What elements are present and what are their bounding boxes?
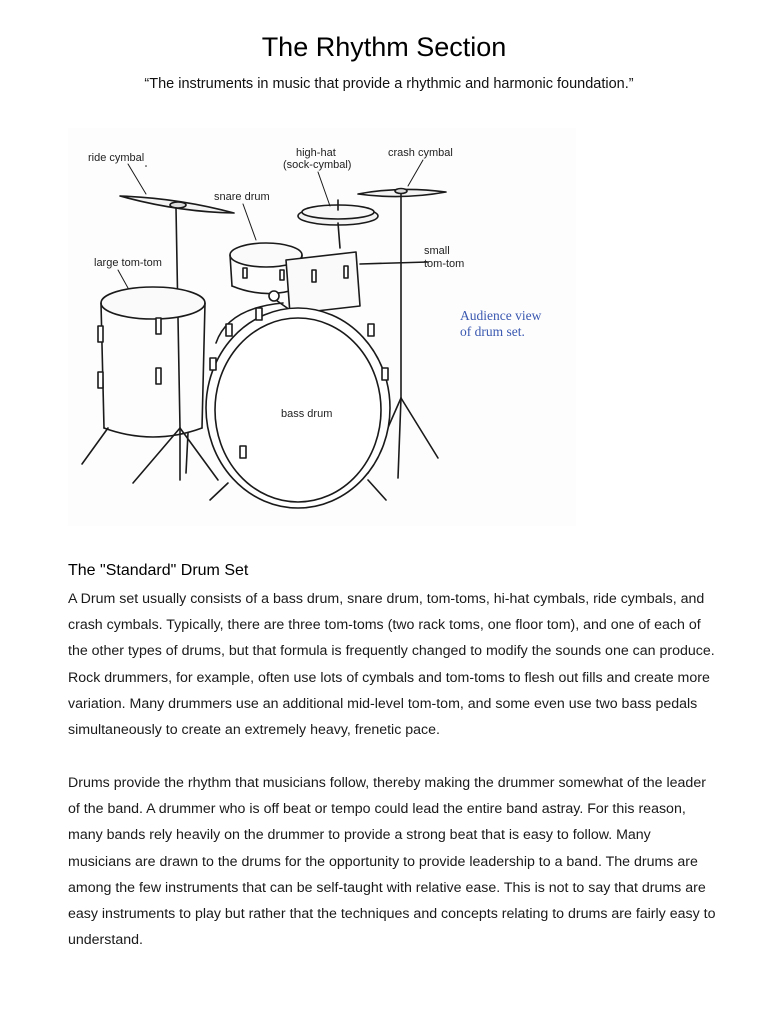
label-small-tom-tom-sub: tom-tom	[424, 258, 465, 270]
label-crash-cymbal: crash cymbal	[388, 147, 453, 159]
figure-caption-line1: Audience view	[460, 308, 542, 323]
label-bass-drum: bass drum	[281, 408, 333, 420]
section-heading: The "Standard" Drum Set	[68, 562, 249, 579]
page-title: The Rhythm Section	[261, 32, 507, 62]
label-small-tom-tom: small	[424, 245, 450, 257]
label-high-hat-sub: (sock-cymbal)	[283, 159, 352, 171]
drum-set-figure	[68, 128, 576, 526]
paragraph-drummer-role: Drums provide the rhythm that musicians follow, thereby making the drummer somewhat of the leader of the band. A drummer who is off beat or tempo could lead the entire band astray. For this reason, many bands rely heavily on the drummer to provide a strong beat that is easy to follow. Many musicians are drawn to the drums for the opportunity to provide leadership to a band. The drums are among the few instruments that can be self-taught with relative ease. This is not to say that drums are easy instruments to play but rather that the techniques and concepts relating to drums are fairly easy to understand.	[68, 775, 716, 949]
drum-set-illustration	[68, 128, 576, 526]
paragraph-standard-drum-set: A Drum set usually consists of a bass drum, snare drum, tom-toms, hi-hat cymbals, ride cymbals, and crash cymbals. Typically, there are three tom-toms (two rack toms, one floor tom), and one of each of the other types of drums, but that formula is frequently changed to modify the sounds one can produce. Rock drummers, for example, often use lots of cymbals and tom-toms to flesh out fills and create more variation. Many drummers use an additional mid-level tom-tom, and some even use two bass pedals simultaneously to create an extremely heavy, frenetic pace.	[68, 591, 715, 739]
label-ride-cymbal: ride cymbal	[88, 152, 145, 164]
page-subtitle: “The instruments in music that provide a rhythmic and harmonic foundation.”	[144, 76, 634, 92]
label-high-hat: high-hat	[296, 147, 336, 159]
label-large-tom-tom: large tom-tom	[94, 257, 162, 269]
figure-caption-line2: of drum set.	[460, 324, 525, 339]
label-snare-drum: snare drum	[214, 191, 270, 203]
